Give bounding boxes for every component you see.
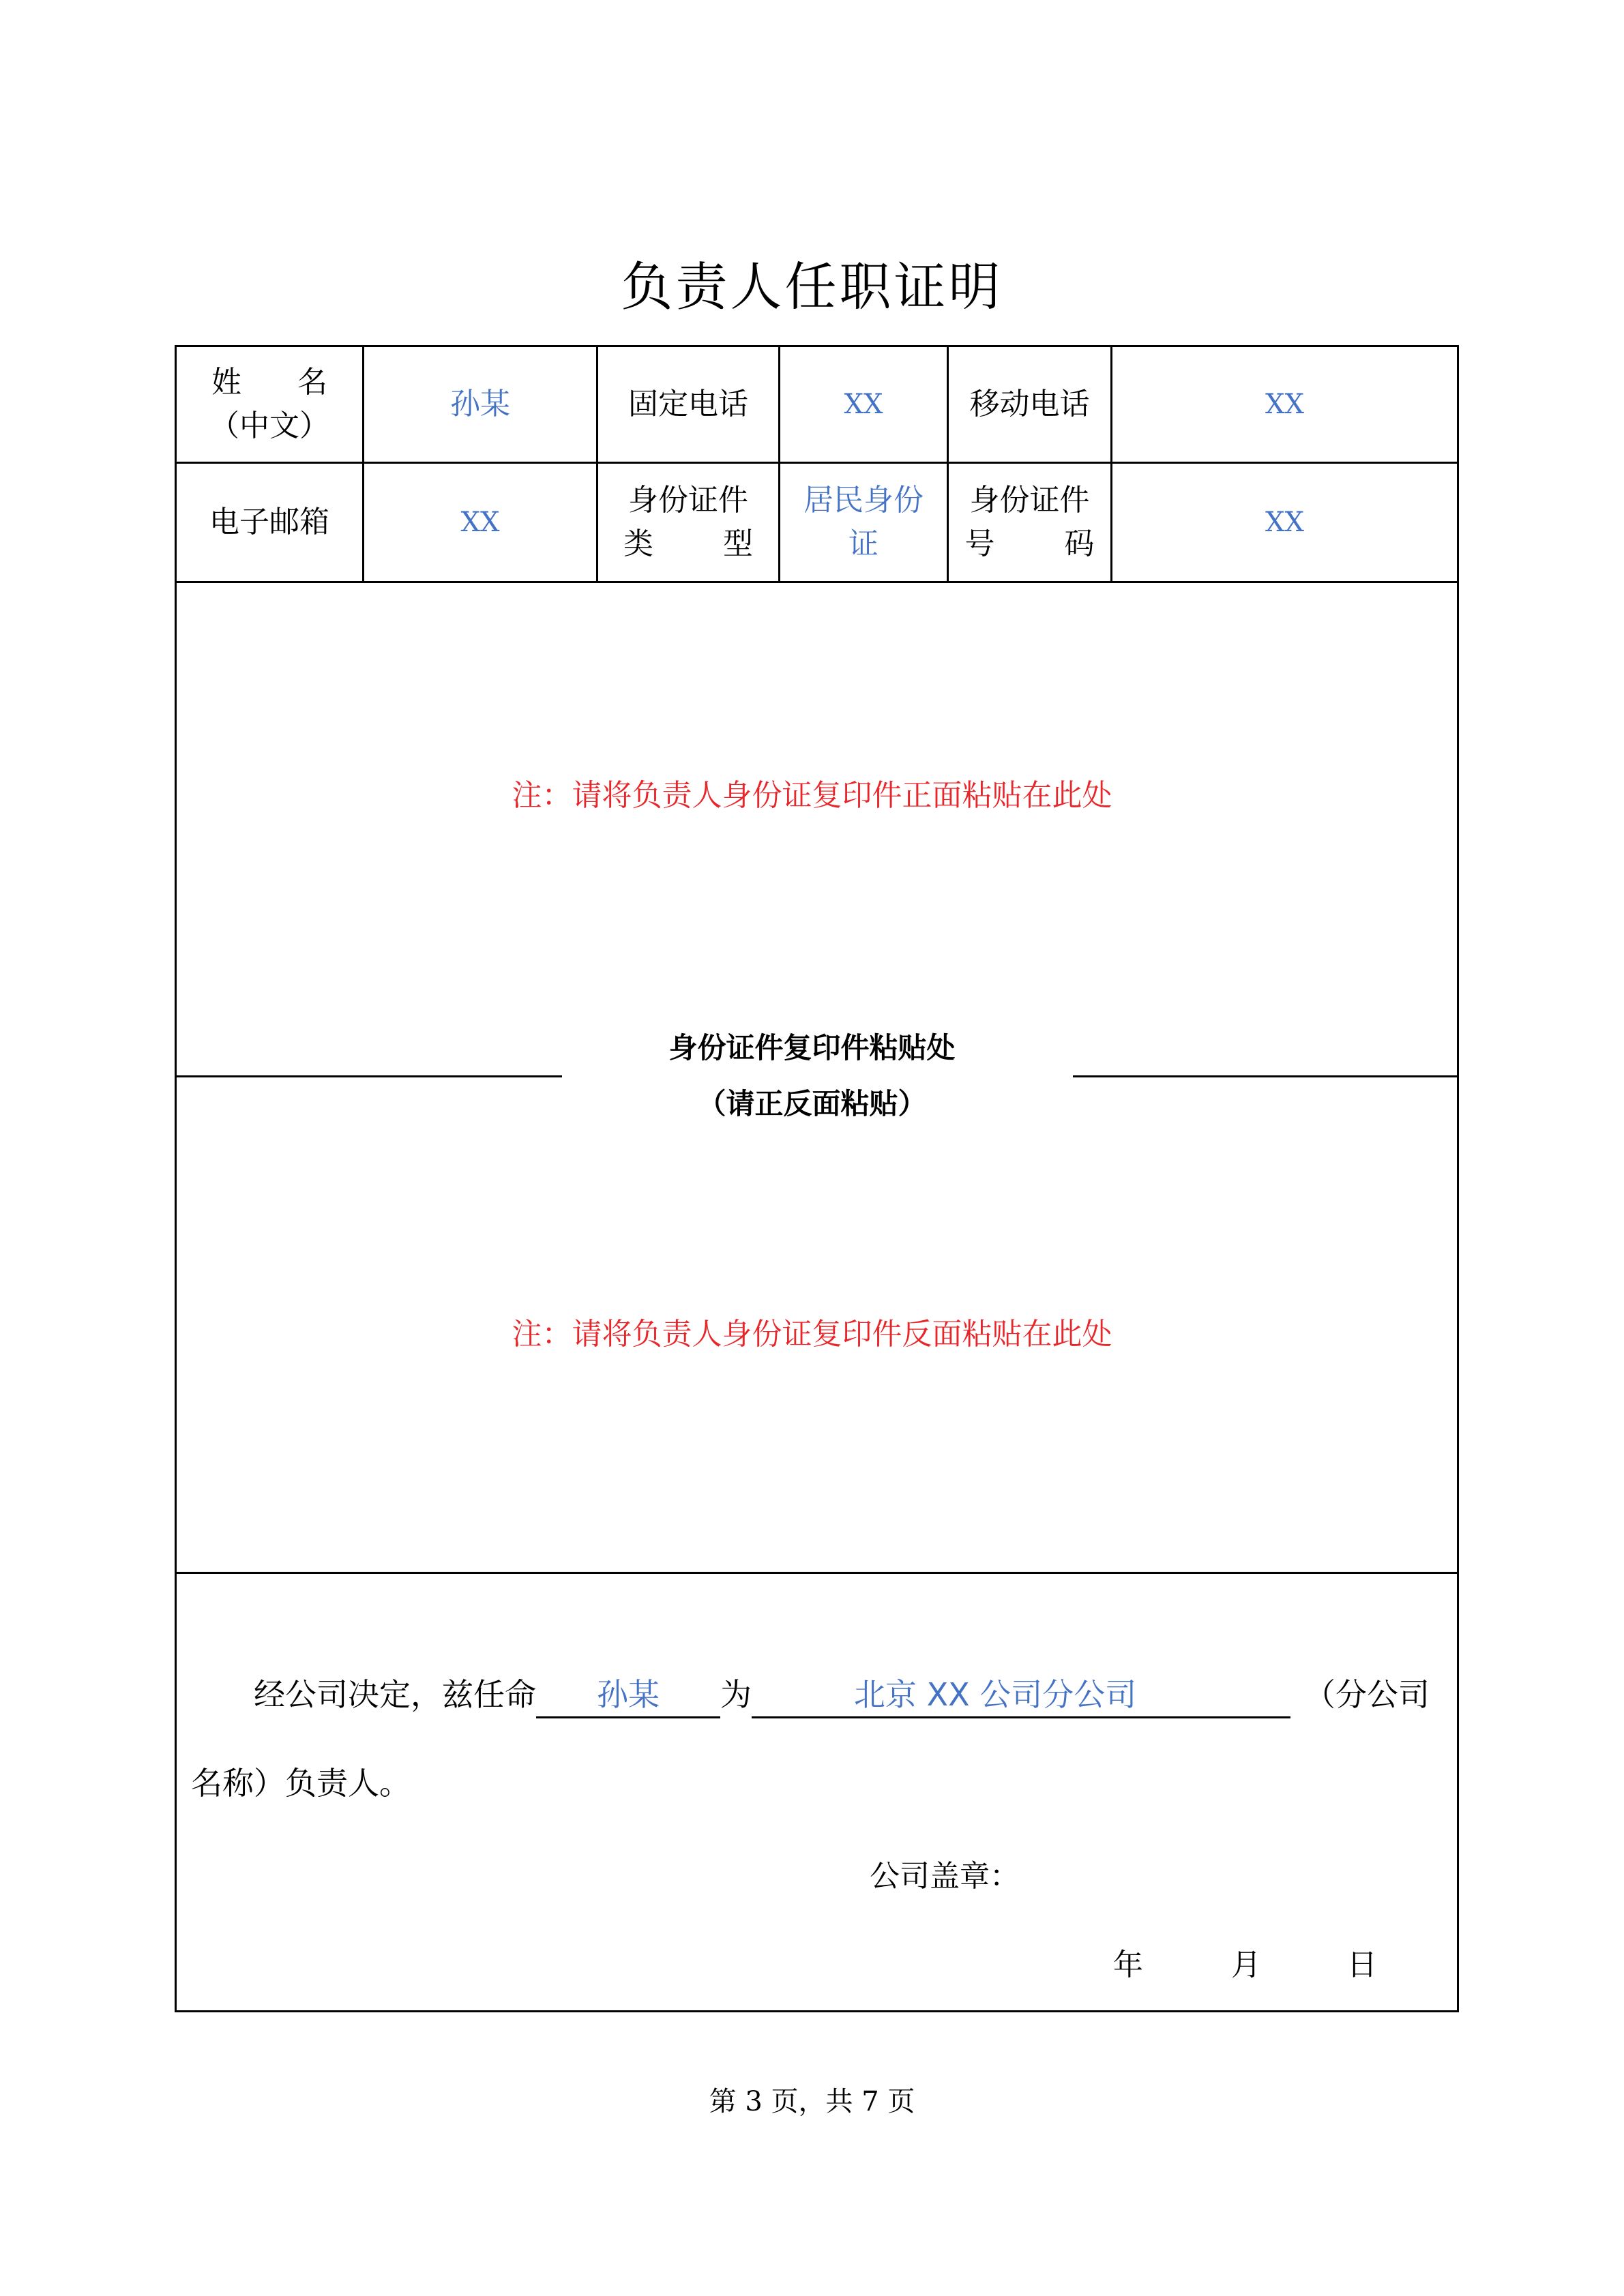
id-type-value-cell: [780, 464, 947, 581]
fixed-phone-label: 固定电话: [628, 387, 748, 421]
id-number-label-2b: 码: [1064, 526, 1095, 561]
name-label-1: 姓: [211, 365, 241, 400]
mobile-phone-value: XX: [1265, 389, 1304, 420]
id-number-label-1: 身份证件: [969, 483, 1090, 518]
appointment-text-3: （分公司: [1304, 1676, 1430, 1713]
appointee-name: 孙某: [536, 1673, 720, 1718]
mobile-phone-label: 移动电话: [969, 387, 1090, 421]
paste-area-label-1: 身份证件复印件粘贴处: [668, 1031, 956, 1064]
id-type-value-1: 居民身份: [803, 483, 924, 518]
appointment-statement: [191, 1650, 1446, 1828]
id-type-value-2: 证: [848, 526, 879, 561]
id-type-label-2a: 类: [623, 526, 653, 561]
front-paste-note: 注：请将负责人身份证复印件正面粘贴在此处: [512, 778, 1112, 813]
email-value: XX: [460, 507, 500, 538]
id-type-label-cell: [598, 464, 778, 581]
page-footer: 第 3 页，共 7 页: [709, 2086, 915, 2117]
date-month: 月: [1231, 1948, 1261, 1982]
appointment-text-4: 名称）负责人。: [191, 1765, 411, 1802]
appointment-text-1: 经公司决定，兹任命: [254, 1676, 536, 1713]
name-label-2: 名: [297, 365, 327, 400]
back-paste-note: 注：请将负责人身份证复印件反面粘贴在此处: [512, 1317, 1112, 1352]
fixed-phone-value: XX: [844, 389, 883, 420]
id-type-label-2b: 型: [723, 526, 753, 561]
paste-divider-right: [1073, 1075, 1459, 1077]
branch-name: 北京 XX 公司分公司: [752, 1673, 1290, 1718]
date-year: 年: [1113, 1948, 1143, 1982]
name-label-3: （中文）: [209, 408, 329, 443]
appointment-text-2: 为: [720, 1676, 752, 1713]
paste-area-label-2: （请正反面粘贴）: [697, 1087, 927, 1120]
id-number-label-2a: 号: [964, 526, 995, 561]
date-day: 日: [1347, 1948, 1377, 1982]
row-divider-3: [175, 1572, 1459, 1574]
paste-divider-left: [175, 1075, 562, 1077]
id-number-label-cell: [949, 464, 1110, 581]
id-number-value: XX: [1265, 507, 1304, 538]
row-divider-2: [175, 581, 1459, 583]
name-value: 孙某: [450, 387, 510, 421]
page-title: 负责人任职证明: [621, 256, 1003, 317]
email-label: 电子邮箱: [209, 505, 329, 539]
name-label-cell: [177, 347, 362, 462]
id-type-label-1: 身份证件: [628, 483, 748, 518]
company-seal-label: 公司盖章：: [870, 1859, 1020, 1894]
